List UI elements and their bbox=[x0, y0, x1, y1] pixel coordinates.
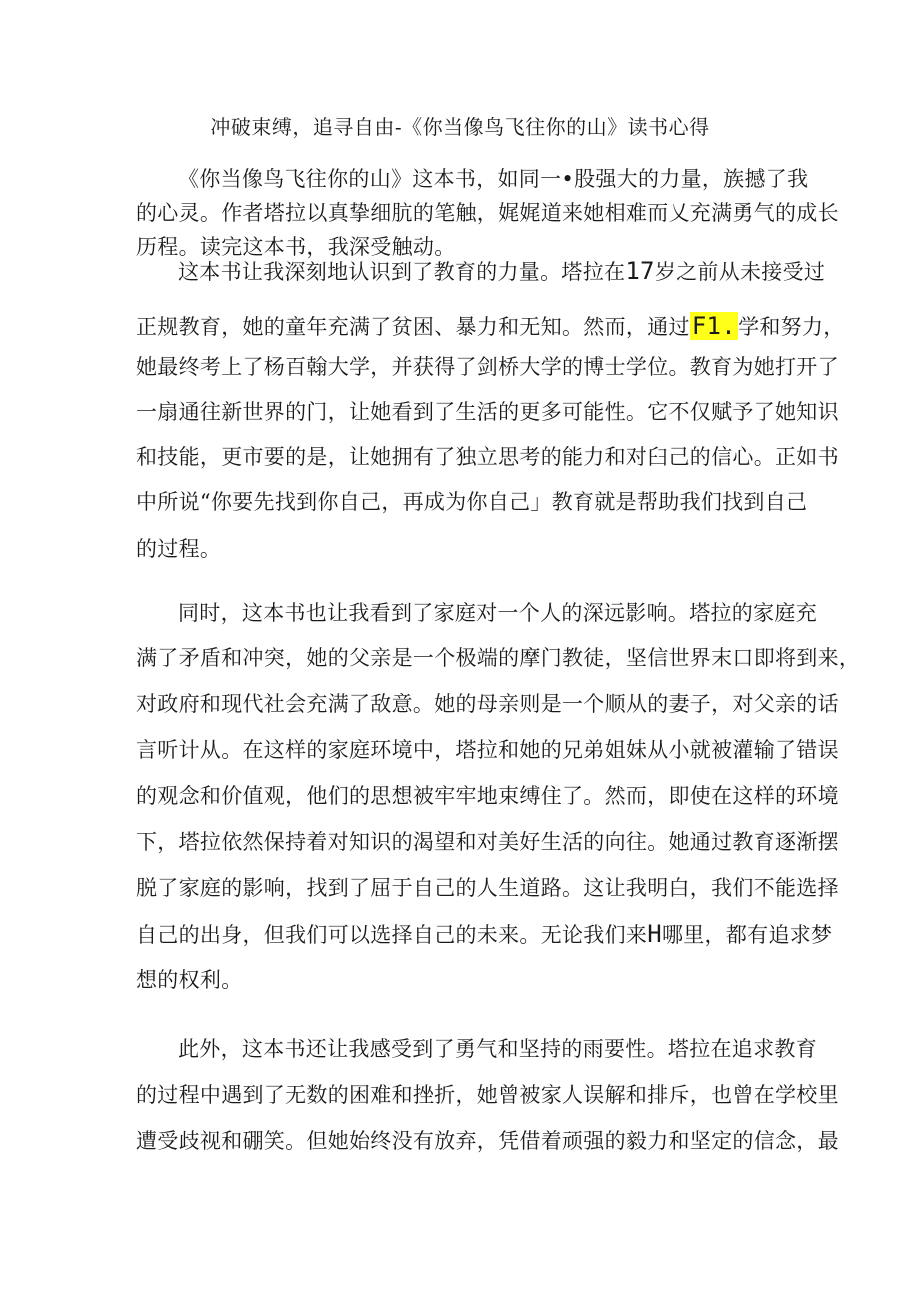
odd-glyph: H bbox=[647, 920, 662, 948]
paragraph-line: 对政府和现代社会充满了敌意。她的母亲则是一个顺从的妻子，对父亲的话 bbox=[136, 692, 839, 716]
text-run: 这本书让我深刻地认识到了教育的力量。塔拉在 bbox=[178, 260, 626, 284]
paragraph-line: 的过程中遇到了无数的困难和挫折，她曾被家人误解和排斥，也曾在学校里 bbox=[136, 1083, 839, 1107]
paragraph-line: 她最终考上了杨百翰大学，并获得了剑桥大学的博士学位。教育为她打开了 bbox=[136, 355, 839, 379]
text-run: 学和努力， bbox=[738, 315, 845, 339]
paragraph-line: 下，塔拉依然保持着对知识的渴望和对美好生活的向往。她通过教育逐渐摆 bbox=[136, 830, 839, 854]
paragraph-line bbox=[178, 256, 826, 287]
paragraph-line: 言听计从。在这样的家庭环境中，塔拉和她的兄弟姐妹从小就被灌输了错误 bbox=[136, 738, 839, 762]
highlighted-text: F1. bbox=[691, 312, 737, 340]
paragraph-line: 一扇通往新世界的门，让她看到了生活的更多可能性。它不仅赋予了她知识 bbox=[136, 400, 839, 424]
document-title: 冲破束缚，追寻自由-《你当像鸟飞往你的山》读书心得 bbox=[210, 115, 710, 139]
age-number: 17 bbox=[625, 257, 655, 285]
paragraph-line: 的心灵。作者塔拉以真挚细肮的笔触，娓娓道来她相难而乂充满勇气的成长 bbox=[136, 201, 839, 225]
paragraph-line: 《你当像鸟飞往你的山》这本书，如同一•股强大的力量，族撼了我 bbox=[178, 167, 809, 191]
paragraph-line: 同时，这本书也让我看到了家庭对一个人的深远影响。塔拉的家庭充 bbox=[178, 601, 817, 625]
paragraph-line: 脱了家庭的影响，找到了屈于自己的人生道路。这让我明白，我们不能选择 bbox=[136, 876, 839, 900]
paragraph-line: 此外，这本书还让我感受到了勇气和坚持的雨要性。塔拉在追求教育 bbox=[178, 1037, 817, 1061]
paragraph-line: 满了矛盾和冲突，她的父亲是一个极端的摩门教徒，坚信世界末口即将到来， bbox=[136, 646, 861, 670]
text-run: 正规教育，她的童年充满了贫困、暴力和无知。然而，通过 bbox=[136, 315, 690, 339]
paragraph-line: 遭受歧视和硼笑。但她始终没有放弃，凭借着顽强的毅力和坚定的信念，最 bbox=[136, 1129, 839, 1153]
paragraph-line bbox=[136, 919, 833, 950]
text-run: 自己的出身，但我们可以选择自己的未来。无论我们来 bbox=[136, 923, 648, 947]
paragraph-line: 历程。读完这本书，我深受触动。 bbox=[136, 235, 456, 259]
paragraph-line: 的观念和价值观，他们的思想被牢牢地束缚住了。然而，即使在这样的环境 bbox=[136, 784, 839, 808]
paragraph-line: 想的权利。 bbox=[136, 968, 243, 992]
text-run: 哪里，都有追求梦 bbox=[661, 923, 833, 947]
paragraph-line: 和技能，更市要的是，让她拥有了独立思考的能力和对臼己的信心。正如书 bbox=[136, 445, 839, 469]
paragraph-line bbox=[136, 311, 845, 342]
paragraph-line: 的过程。 bbox=[136, 537, 222, 561]
text-run: 岁之前从未接受过 bbox=[654, 260, 826, 284]
paragraph-line: 中所说“你要先找到你自己，再成为你自己」教育就是帮助我们找到自己 bbox=[136, 490, 808, 514]
